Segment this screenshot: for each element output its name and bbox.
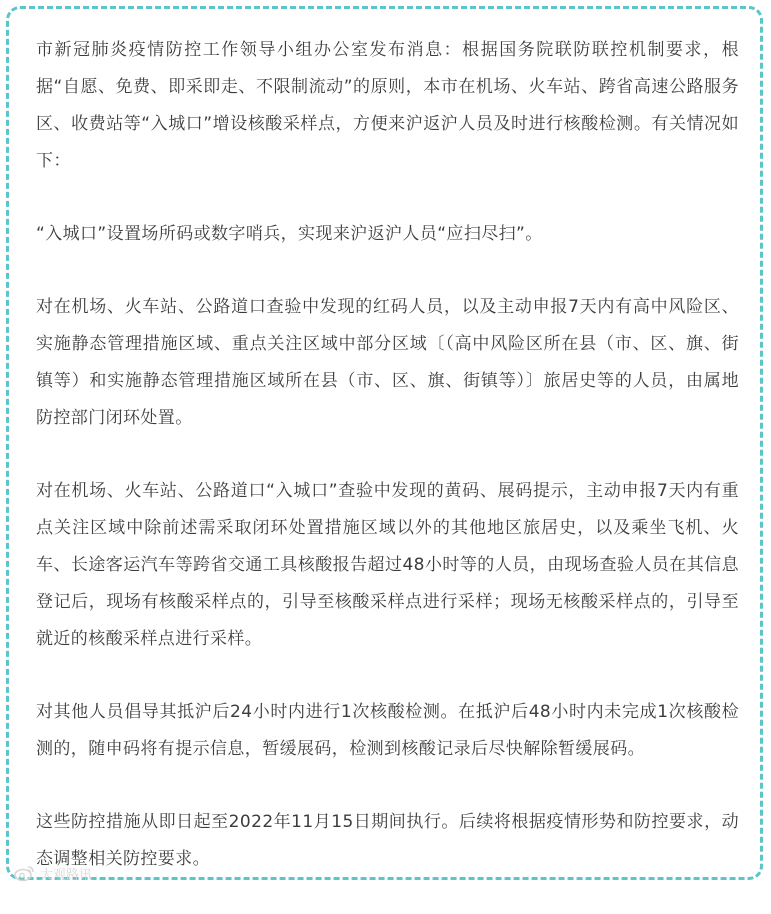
- paragraph-red-code: 对在机场、火车站、公路道口查验中发现的红码人员，以及主动申报7天内有高中风险区、实施静态管理措施区域、重点关注区域中部分区域〔（高中风险区所在县（市、区、旗、街镇等）和实施静态管理措施区域所在县（市、区、旗、街镇等）〕旅居史等的人员，由属地防控部门闭环处置。: [36, 297, 739, 428]
- paragraph-other-persons: 对其他人员倡导其抵沪后24小时内进行1次核酸检测。在抵沪后48小时内未完成1次核酸检测的，随申码将有提示信息，暂缓展码，检测到核酸记录后尽快解除暂缓展码。: [36, 702, 739, 759]
- watermark-text: 大观路讯: [40, 867, 93, 883]
- paragraph-scan-code: “入城口”设置场所码或数字哨兵，实现来沪返沪人员“应扫尽扫”。: [36, 224, 543, 244]
- article-body: [36, 32, 739, 914]
- paragraph-intro: 市新冠肺炎疫情防控工作领导小组办公室发布消息：根据国务院联防联控机制要求，根据“自愿、免费、即采即走、不限制流动”的原则，本市在机场、火车站、跨省高速公路服务区、收费站等“入城口”增设核酸采样点，方便来沪返沪人员及时进行核酸检测。有关情况如下：: [36, 40, 739, 171]
- paragraph-period: 这些防控措施从即日起至2022年11月15日期间执行。后续将根据疫情形势和防控要求，动态调整相关防控要求。: [36, 812, 739, 869]
- watermark: [14, 862, 92, 884]
- weibo-logo-icon: [14, 864, 36, 882]
- paragraph-yellow-code: 对在机场、火车站、公路道口“入城口”查验中发现的黄码、展码提示，主动申报7天内有重点关注区域中除前述需采取闭环处置措施区域以外的其他地区旅居史，以及乘坐飞机、火车、长途客运汽车等跨省交通工具核酸报告超过48小时等的人员，由现场查验人员在其信息登记后，现场有核酸采样点的，引导至核酸采样点进行采样；现场无核酸采样点的，引导至就近的核酸采样点进行采样。: [36, 481, 739, 649]
